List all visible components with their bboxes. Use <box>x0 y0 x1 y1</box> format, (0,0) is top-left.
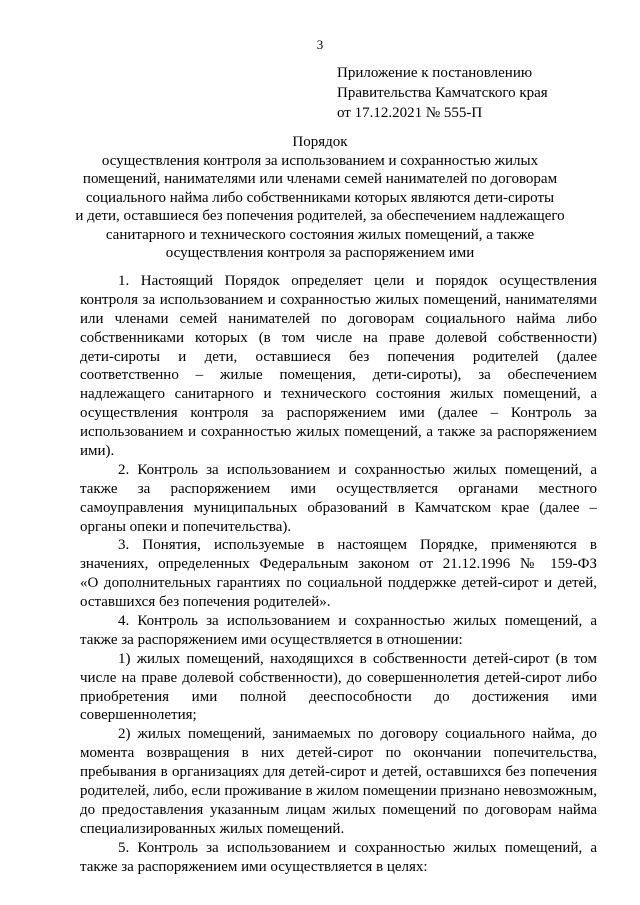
title-line: осуществления контроля за распоряжением ими <box>165 245 475 261</box>
body-line: дети-сироты и дети, оставшиеся без попечения родителей (далее <box>80 348 597 365</box>
appendix-line: от 17.12.2021 № 555-П <box>337 105 483 121</box>
document-title <box>60 133 580 263</box>
title-line: социального найма либо собственниками которых являются дети-сироты <box>85 189 555 206</box>
body-line: или членами семей нанимателей по договорам социального найма либо <box>80 310 597 327</box>
body-line: пребывания в организациях для детей-сирот и детей, оставшихся без попечения <box>80 764 597 781</box>
body-line: совершеннолетия; <box>80 707 197 724</box>
body-line: 2. Контроль за использованием и сохранностью жилых помещений, а <box>118 461 597 478</box>
body-line: момента возвращения в них детей-сирот по окончании попечительства, <box>80 745 597 762</box>
appendix-line: Приложение к постановлению <box>337 65 533 81</box>
body-line: органы опеки и попечительства). <box>80 518 292 535</box>
body-line: надлежащего санитарного и технического состояния жилых помещений, а <box>80 386 597 403</box>
body-line: контроля за использованием и сохранностью жилых помещений, нанимателями <box>80 291 597 308</box>
body-line: «О дополнительных гарантиях по социальной поддержке детей-сирот и детей, <box>80 575 597 592</box>
title-line: помещений, нанимателями или членами семей нанимателей по договорам <box>82 171 558 187</box>
body-line: также за распоряжением ими осуществляется в целях: <box>80 858 428 875</box>
body-line: соответственно – жилые помещения, дети-сироты), за обеспечением <box>80 367 597 384</box>
title-line: санитарного и технического состояния жилых помещений, а также <box>105 226 535 243</box>
body-line: 1. Настоящий Порядок определяет цели и порядок осуществления <box>118 273 597 289</box>
title-line: осуществления контроля за использованием и сохранностью жилых <box>101 152 539 169</box>
title-heading: Порядок <box>292 134 348 150</box>
page-number: 3 <box>316 37 324 52</box>
body-line: до предоставления указанным лицам жилых помещений по договорам найма <box>80 801 597 818</box>
body-line: ими). <box>80 443 115 460</box>
body-line: числе на праве долевой собственности), до совершеннолетия детей-сирот либо <box>80 669 597 686</box>
body-line: оставшихся без попечения родителей». <box>80 594 331 611</box>
body-line: самоуправления муниципальных образований в Камчатском крае (далее – <box>80 499 597 516</box>
body-line: 3. Понятия, используемые в настоящем Порядке, применяются в <box>118 537 597 554</box>
body-line: 1) жилых помещений, находящихся в собственности детей-сирот (в том <box>118 650 597 667</box>
body-line: 4. Контроль за использованием и сохранностью жилых помещений, а <box>118 613 597 630</box>
body-line: приобретения ими полной дееспособности до достижения ими <box>80 688 597 705</box>
body-line: осуществления контроля за распоряжением ими (далее – Контроль за <box>80 405 597 422</box>
body-line: специализированных жилых помещений. <box>80 820 345 837</box>
body-line: родителей, либо, если проживание в жилом помещении признано невозможным, <box>80 783 597 800</box>
appendix-reference <box>337 63 627 123</box>
body-line: собственниками которых (в том числе на праве долевой собственности) <box>80 329 597 346</box>
document-body <box>80 272 597 877</box>
body-line: использованием и сохранностью жилых помещений, а также за распоряжением <box>80 424 597 441</box>
appendix-line: Правительства Камчатского края <box>337 85 548 101</box>
body-line: 2) жилых помещений, занимаемых по договору социального найма, до <box>118 726 597 743</box>
body-line: значениях, определенных Федеральным законом от 21.12.1996 № 159-ФЗ <box>80 556 597 573</box>
body-line: 5. Контроль за использованием и сохранностью жилых помещений, а <box>118 839 597 856</box>
body-line: также за распоряжением ими осуществляется в отношении: <box>80 631 463 648</box>
body-line: также за распоряжением ими осуществляется органами местного <box>80 480 597 497</box>
title-line: и дети, оставшиеся без попечения родителей, за обеспечением надлежащего <box>75 208 565 224</box>
